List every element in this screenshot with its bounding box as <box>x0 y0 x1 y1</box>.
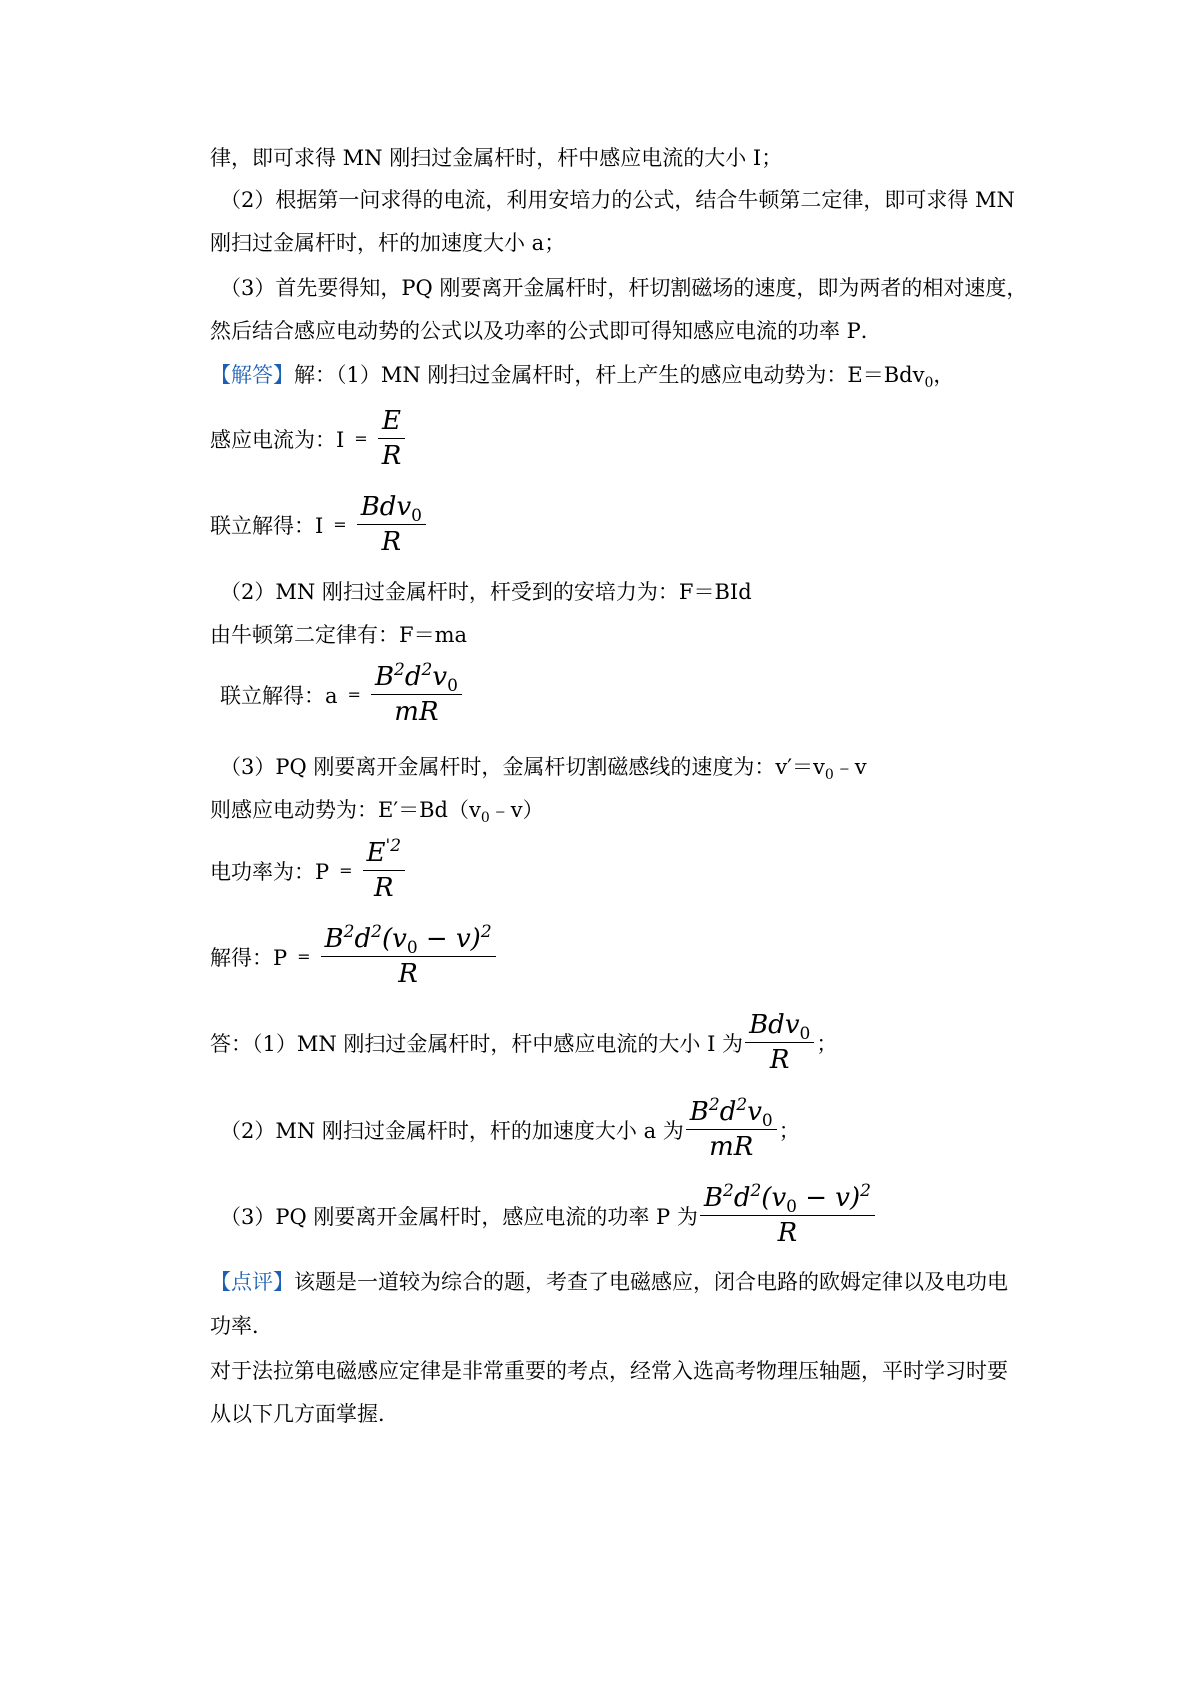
acceleration-formula: 联立解得：a = $\frac{B^2d^2v_0}{mR}$ <box>220 660 464 729</box>
fraction: $\frac{B^2d^2(v_0 - v)^2}{R}$ <box>700 1181 875 1250</box>
fraction: $\frac{Bdv_0}{R}$ <box>357 490 426 559</box>
text-line-5: 然后结合感应电动势的公式以及功率的公式即可得知感应电流的功率 P． <box>210 319 882 343</box>
text-line-10: 由牛顿第二定律有：F＝ma <box>210 623 468 647</box>
comment-line: 【点评】该题是一道较为综合的题，考查了电磁感应，闭合电路的欧姆定律以及电功电 <box>210 1270 1008 1294</box>
text-line-2: （2）根据第一问求得的电流，利用安培力的公式，结合牛顿第二定律，即可求得 MN <box>220 188 1015 212</box>
answer-1: 答：（1）MN 刚扫过金属杆时，杆中感应电流的大小 I 为 $\frac{Bdv_0}{R}$ ； <box>210 1010 838 1075</box>
power-formula: 电功率为：P = $\frac{E^{'2}}{R}$ <box>210 836 407 905</box>
fraction: $\frac{Bdv_0}{R}$ <box>745 1008 814 1077</box>
text-line-13: 则感应电动势为：$E'=Bd(v_0﹣v)$ <box>210 798 544 826</box>
fraction: $\frac{E^{'2}}{R}$ <box>363 836 405 905</box>
fraction: $\frac{E}{R}$ <box>378 404 406 473</box>
text-line-9: （2）MN 刚扫过金属杆时，杆受到的安培力为：F＝BId <box>220 580 752 604</box>
text-line-20: 功率． <box>210 1314 273 1338</box>
text-line-21: 对于法拉第电磁感应定律是非常重要的考点，经常入选高考物理压轴题，平时学习时要 <box>210 1359 1008 1383</box>
current-solution-formula: 联立解得：I = $\frac{Bdv_0}{R}$ <box>210 490 428 559</box>
solution-tag: 【解答】 <box>210 363 294 387</box>
fraction: $\frac{B^2d^2v_0}{mR}$ <box>371 660 462 729</box>
text-line-4: （3）首先要得知，PQ 刚要离开金属杆时，杆切割磁场的速度，即为两者的相对速度， <box>220 276 1028 300</box>
text-line-1: 律，即可求得 MN 刚扫过金属杆时，杆中感应电流的大小 I； <box>210 146 783 170</box>
solution-text: 解：（1）MN 刚扫过金属杆时，杆上产生的感应电动势为：E＝Bdv <box>294 363 925 387</box>
power-solution-formula: 解得：P = $\frac{B^2d^2(v_0 - v)^2}{R}$ <box>210 922 498 991</box>
text-line-22: 从以下几方面掌握． <box>210 1402 399 1426</box>
answer-2: （2）MN 刚扫过金属杆时，杆的加速度大小 a 为 $\frac{B^2d^2v_0}{mR}$ ； <box>220 1095 800 1162</box>
solution-line: 【解答】解：（1）MN 刚扫过金属杆时，杆上产生的感应电动势为：E＝Bdv$_0$， <box>210 363 955 391</box>
answer-3: （3）PQ 刚要离开金属杆时，感应电流的功率 P 为 $\frac{B^2d^2(v_0 - v)^2}{R}$ <box>220 1181 877 1250</box>
fraction: $\frac{B^2d^2(v_0 - v)^2}{R}$ <box>321 922 496 991</box>
text-line-3: 刚扫过金属杆时，杆的加速度大小 a； <box>210 231 566 255</box>
text-line-12: （3）PQ 刚要离开金属杆时，金属杆切割磁感线的速度为：$v'=v_0﹣v$ <box>220 755 867 783</box>
fraction: $\frac{B^2d^2v_0}{mR}$ <box>686 1095 777 1164</box>
current-formula: 感应电流为：I = $\frac{E}{R}$ <box>210 404 407 473</box>
comment-tag: 【点评】 <box>210 1270 294 1294</box>
